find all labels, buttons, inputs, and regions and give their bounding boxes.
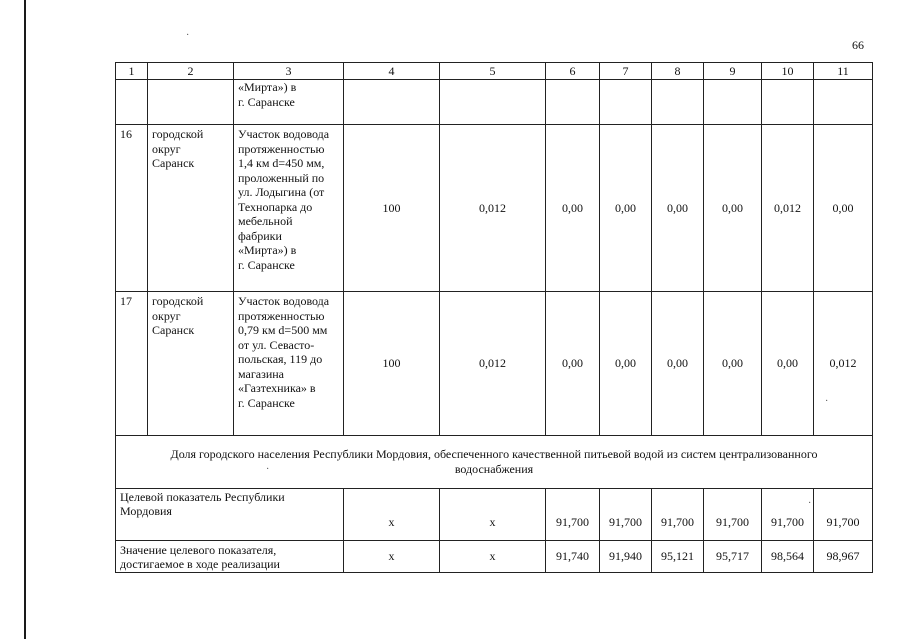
- row-number: 17: [116, 292, 148, 436]
- value-cell: 91,700: [814, 489, 873, 541]
- column-number: 2: [148, 63, 234, 80]
- object-description: Участок водовода протяженностью 1,4 км d=450 мм, проложенный по ул. Лодыгина (от Технопарка до мебельной фабрики «Мирта») в г. Саранске: [238, 127, 330, 272]
- value-cell: 95,717: [704, 541, 762, 573]
- value-cell: 0,00: [652, 125, 704, 292]
- value-cell: 0,00: [600, 125, 652, 292]
- indicator-row: [116, 489, 873, 541]
- column-number: 5: [440, 63, 546, 80]
- value-cell: 0,00: [546, 292, 600, 436]
- value-cell: 0,012: [440, 292, 546, 436]
- value-cell: 91,740: [546, 541, 600, 573]
- column-number: 4: [344, 63, 440, 80]
- scan-speck: ·: [186, 30, 190, 41]
- column-number: 10: [762, 63, 814, 80]
- column-number: 3: [234, 63, 344, 80]
- page-number: 66: [852, 38, 864, 52]
- scan-speck: ·: [825, 396, 829, 407]
- data-table: [115, 62, 873, 573]
- value-cell: 0,00: [762, 292, 814, 436]
- value-cell: 98,967: [814, 541, 873, 573]
- value-cell: 0,012: [762, 125, 814, 292]
- value-cell: 91,700: [546, 489, 600, 541]
- scan-speck: ·: [808, 498, 812, 509]
- column-number: 6: [546, 63, 600, 80]
- column-number: 7: [600, 63, 652, 80]
- section-heading: Доля городского населения Республики Мордовия, обеспеченного качественной питьевой водой из систем централизованного водоснабжения: [116, 436, 873, 489]
- column-number: 11: [814, 63, 873, 80]
- value-cell: 0,00: [704, 125, 762, 292]
- value-cell: 91,940: [600, 541, 652, 573]
- scan-speck: ·: [266, 464, 270, 475]
- value-cell: 0,012: [440, 125, 546, 292]
- section-heading-row: [116, 436, 873, 489]
- value-cell: х: [440, 489, 546, 541]
- value-cell: х: [344, 541, 440, 573]
- continued-row: [116, 80, 873, 125]
- value-cell: 0,012: [814, 292, 873, 436]
- value-cell: 91,700: [600, 489, 652, 541]
- column-number-row: [116, 63, 873, 80]
- value-cell: 98,564: [762, 541, 814, 573]
- value-cell: 100: [344, 292, 440, 436]
- district-cell: городской округ Саранск: [152, 127, 204, 170]
- row-number: 16: [116, 125, 148, 292]
- value-cell: 91,700: [704, 489, 762, 541]
- value-cell: х: [440, 541, 546, 573]
- value-cell: 0,00: [652, 292, 704, 436]
- value-cell: 0,00: [600, 292, 652, 436]
- object-description-cont: «Мирта») в г. Саранске: [238, 80, 297, 109]
- table-row: [116, 125, 873, 292]
- table-row: [116, 292, 873, 436]
- indicator-row: [116, 541, 873, 573]
- value-cell: 91,700: [652, 489, 704, 541]
- district-cell: городской округ Саранск: [152, 294, 204, 337]
- column-number: 8: [652, 63, 704, 80]
- column-number: 1: [116, 63, 148, 80]
- indicator-label: Целевой показатель Республики Мордовия: [120, 490, 285, 518]
- indicator-label: Значение целевого показателя, достигаемое в ходе реализации: [120, 542, 280, 571]
- object-description: Участок водовода протяженностью 0,79 км d=500 мм от ул. Севасто- польская, 119 до магазина «Газтехника» в г. Саранске: [238, 294, 330, 410]
- value-cell: 0,00: [814, 125, 873, 292]
- column-number: 9: [704, 63, 762, 80]
- value-cell: 100: [344, 125, 440, 292]
- value-cell: 91,700: [762, 489, 814, 541]
- value-cell: 0,00: [546, 125, 600, 292]
- value-cell: 95,121: [652, 541, 704, 573]
- value-cell: х: [344, 489, 440, 541]
- value-cell: 0,00: [704, 292, 762, 436]
- scan-edge-bar: [24, 0, 26, 639]
